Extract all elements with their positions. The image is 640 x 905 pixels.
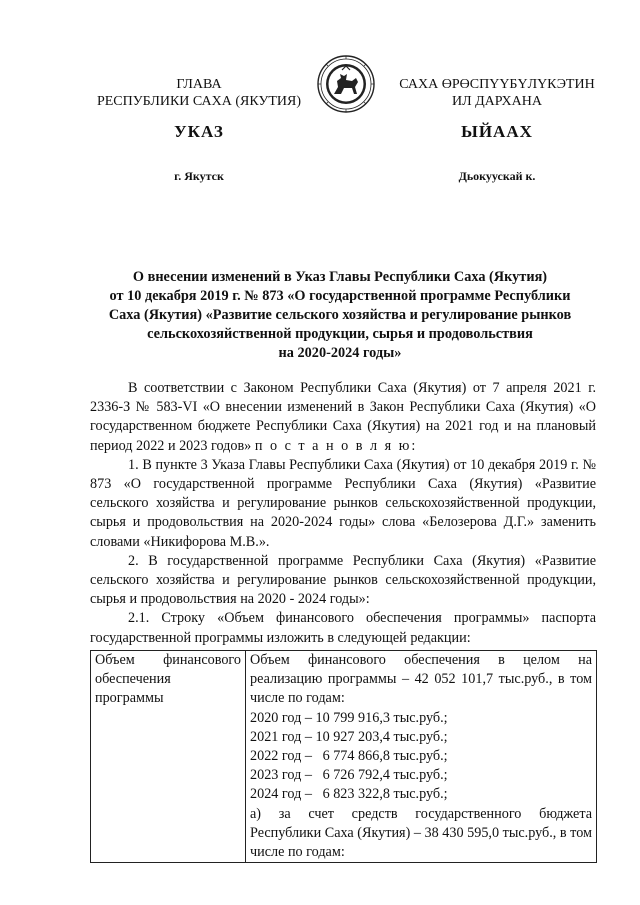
title-line: О внесении изменений в Указ Главы Республики Саха (Якутия) [132,269,548,285]
financing-table [90,650,597,863]
item-2-paragraph: 2. В государственной программе Республики Саха (Якутия) «Развитие сельского хозяйства и регулирование рынков сельскохозяйственной продукции, сырья и продовольствия на 2020 - 2024 годы»: [90,552,596,608]
financing-year: 2022 год – 6 774 866,8 тыс.руб.; [250,748,448,765]
financing-year: 2020 год – 10 799 916,3 тыс.руб.; [250,709,448,726]
financing-year: 2024 год – 6 823 322,8 тыс.руб.; [250,786,448,803]
right-doc-type: ЫЙААХ [461,122,533,141]
item-1-paragraph: 1. В пункте 3 Указа Главы Республики Саха (Якутия) от 10 декабря 2019 г. № 873 «О государственной программе Республики Саха (Якутия) «Развитие сельского хозяйства и регулирование рынков сельскохозяйственной продукции, сырья и продовольствия на 2020-2024 годы» слова «Белозерова Д.Г.» заменить словами «Никифорова М.В.». [90,456,596,550]
financing-intro: Объем финансового обеспечения в целом на реализацию программы – 42 052 101,7 тыс.руб., в том числе по годам: [250,652,592,707]
document-title [90,268,590,363]
title-line: Саха (Якутия) «Развитие сельского хозяйства и регулирование рынков [108,307,572,323]
table-row [91,651,597,863]
preamble-text: В соответствии с Законом Республики Саха (Якутия) от 7 апреля 2021 г. 2336-З № 583-VI «О внесении изменений в Закон Республики Саха (Якутия) «О государственном бюджете Республики Саха (Якутия) на 2021 год и на плановый период 2022 и 2023 годов» [90,380,596,454]
left-city: г. Якутск [174,169,224,183]
preamble-paragraph [90,379,596,456]
table-cell-content [246,651,597,863]
left-header [88,76,310,110]
financing-sub-a: а) за счет средств государственного бюджета Республики Саха (Якутия) – 38 430 595,0 тыс.руб., в том числе по годам: [250,805,592,861]
right-city: Дьокуускай к. [458,169,536,183]
table-cell-label: Объем финансового обеспечения программы [91,651,246,863]
item-2-1-paragraph: 2.1. Строку «Объем финансового обеспечения программы» паспорта государственной программы изложить в следующей редакции: [90,610,596,646]
left-header-line2: РЕСПУБЛИКИ САХА (ЯКУТИЯ) [96,94,302,109]
financing-year: 2021 год – 10 927 203,4 тыс.руб.; [250,728,448,745]
right-header-line1: САХА ӨРӨСПҮҮБҮЛҮКЭТИН [399,77,595,92]
title-line: сельскохозяйственной продукции, сырья и продовольствия [147,326,533,342]
title-line: на 2020-2024 годы» [278,345,402,361]
financing-year: 2023 год – 6 726 792,4 тыс.руб.; [250,767,448,784]
republic-emblem-icon [316,54,376,114]
document-body [90,379,596,648]
right-header [386,76,608,110]
left-doc-type: УКАЗ [174,122,224,141]
decree-word: п о с т а н о в л я ю: [254,437,418,454]
title-line: от 10 декабря 2019 г. № 873 «О государственной программе Республики [109,288,571,304]
left-header-line1: ГЛАВА [176,77,222,92]
right-header-line2: ИЛ ДАРХАНА [451,94,542,109]
